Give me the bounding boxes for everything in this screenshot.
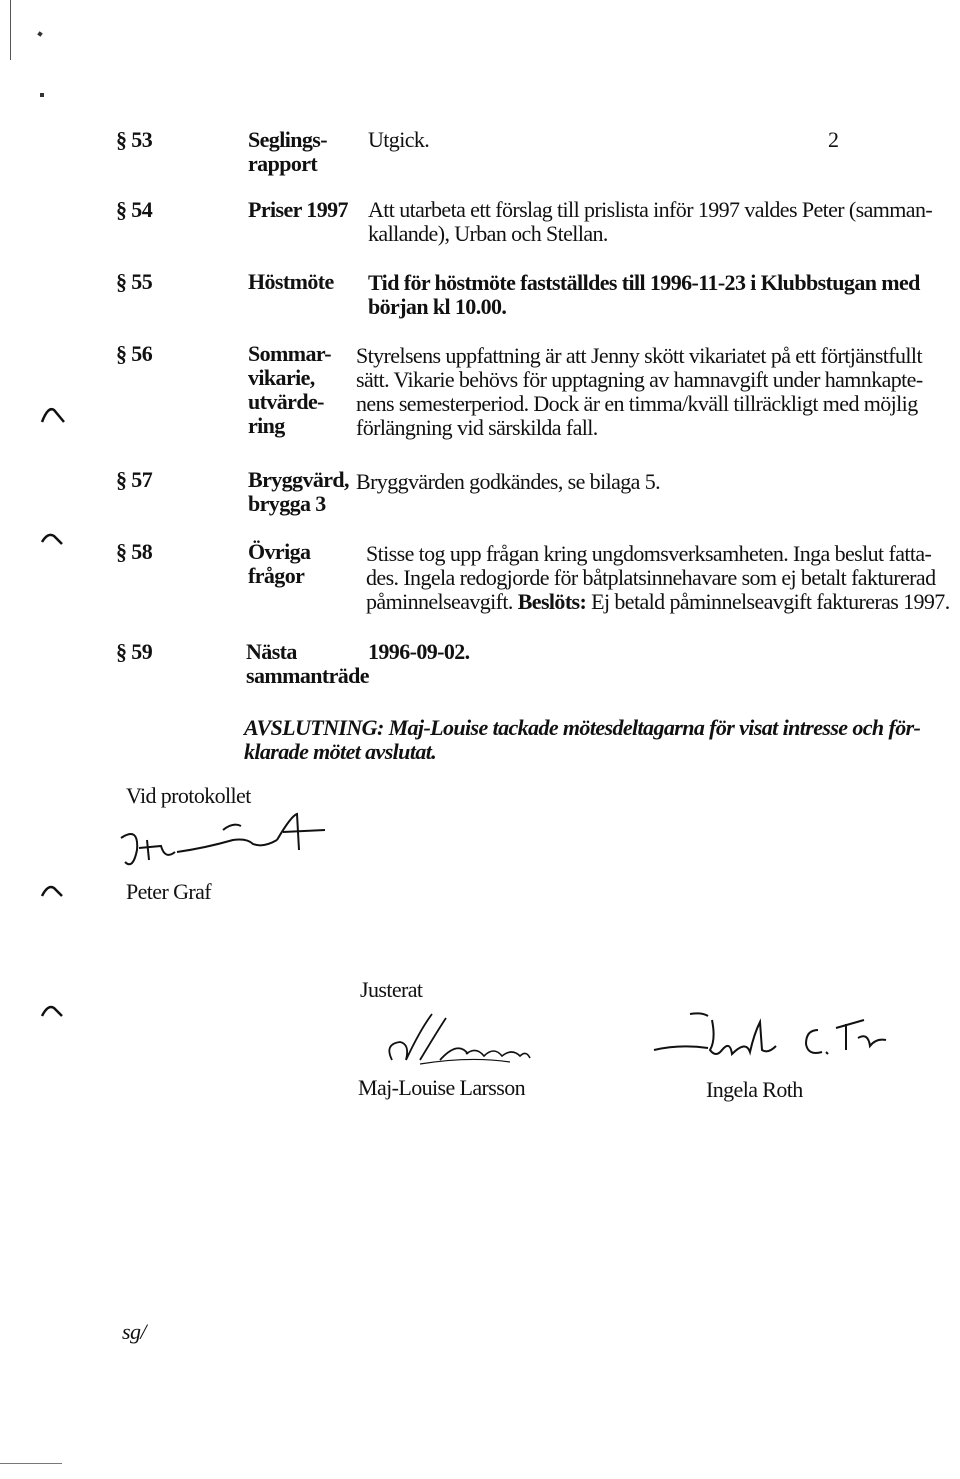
section-text: Styrelsens uppfattning är att Jenny skött vikariatet på ett förtjänstfullt sätt. Vikarie behövs för upptagning av hamnavgift under hamnkapte- nens semesterperiod. Dock är en timma/kväll tillräckligt med möjlig förlängning vid särskilda fall. [356,343,923,440]
section-number: § 59 [116,639,153,664]
section-number: § 54 [116,197,153,222]
section-text: Bryggvärden godkändes, se bilaga 5. [356,469,661,494]
section-label: Nästa sammanträde [246,639,369,688]
protocol-name: Peter Graf [126,879,212,904]
section-text: Stisse tog upp frågan kring ungdomsverksamheten. Inga beslut fatta- des. Ingela redogjorde för båtplatsinnehavare som ej betalt fakturerad påminnelseavgift. Beslöts: Ej betald påminnelseavgift faktureras 1997. [366,541,950,614]
protocol-label: Vid protokollet [126,783,251,808]
section-number: § 58 [116,539,153,564]
section-label: Priser 1997 [248,197,348,222]
section-text: Tid för höstmöte fastställdes till 1996-11-23 i Klubbstugan med början kl 10.00. [368,270,920,319]
initials: sg/ [122,1319,146,1344]
signer-name: Ingela Roth [706,1077,803,1102]
margin-mark [10,0,11,60]
margin-mark [37,31,43,37]
adjusted-label: Justerat [360,977,423,1002]
signature-ingela-roth [650,1010,910,1076]
punch-mark [40,402,66,428]
margin-mark [40,93,44,97]
section-text: Utgick. [368,127,430,152]
signer-name: Maj-Louise Larsson [358,1075,525,1100]
footer-rule [0,1463,62,1464]
section-number: § 55 [116,269,153,294]
closing-note: AVSLUTNING: Maj-Louise tackade mötesdeltagarna för visat intresse och för- klarade mötet avslutat. [244,715,921,764]
signature-maj-louise-larsson [380,1010,540,1072]
section-label: Höstmöte [248,269,334,294]
section-label: Sommar- vikarie, utvärde- ring [248,341,331,438]
punch-mark [40,880,66,906]
section-number: § 56 [116,341,153,366]
section-text: Att utarbeta ett förslag till prislista inför 1997 valdes Peter (samman- kallande), Urban och Stellan. [368,197,933,246]
punch-mark [40,528,66,554]
signature-peter-graf [115,810,345,880]
section-label: Bryggvärd, brygga 3 [248,467,349,516]
section-label: Övriga frågor [248,539,311,588]
page-number: 2 [828,127,839,152]
section-text: 1996-09-02. [368,639,470,664]
section-number: § 57 [116,467,153,492]
section-label: Seglings- rapport [248,127,327,176]
section-number: § 53 [116,127,153,152]
punch-mark [40,1000,66,1026]
